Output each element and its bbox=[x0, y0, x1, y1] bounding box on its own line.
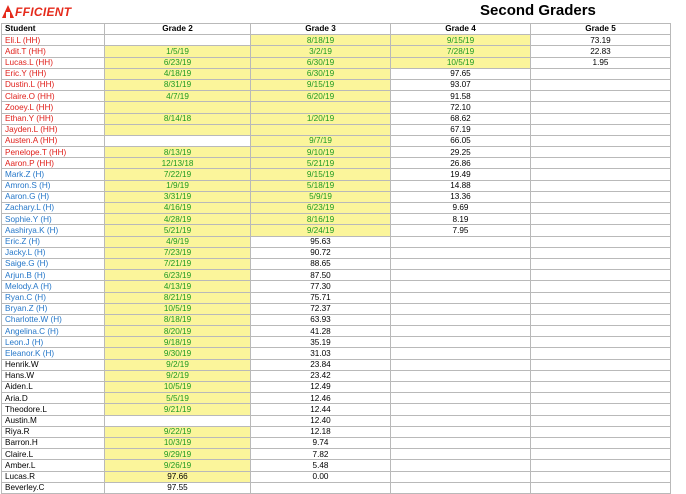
student-name-cell[interactable]: Aashirya.K (H) bbox=[2, 225, 105, 236]
grade-5-cell[interactable] bbox=[531, 471, 671, 482]
grade-4-cell[interactable]: 29.25 bbox=[391, 147, 531, 158]
student-name-cell[interactable]: Charlotte.W (H) bbox=[2, 314, 105, 325]
student-name-cell[interactable]: Adit.T (HH) bbox=[2, 46, 105, 57]
grade-2-cell[interactable]: 9/26/19 bbox=[105, 460, 251, 471]
grade-5-cell[interactable] bbox=[531, 437, 671, 448]
student-name-cell[interactable]: Dustin.L (HH) bbox=[2, 79, 105, 90]
student-name-cell[interactable]: Claire.O (HH) bbox=[2, 91, 105, 102]
grade-3-cell[interactable]: 12.40 bbox=[251, 415, 391, 426]
grade-5-cell[interactable] bbox=[531, 214, 671, 225]
grade-5-cell[interactable] bbox=[531, 415, 671, 426]
grade-3-cell[interactable]: 95.63 bbox=[251, 236, 391, 247]
grade-4-cell[interactable]: 93.07 bbox=[391, 79, 531, 90]
grade-5-cell[interactable]: 22.83 bbox=[531, 46, 671, 57]
grade-5-cell[interactable] bbox=[531, 303, 671, 314]
grade-5-cell[interactable] bbox=[531, 247, 671, 258]
grade-3-cell[interactable]: 9/10/19 bbox=[251, 147, 391, 158]
grade-4-cell[interactable] bbox=[391, 370, 531, 381]
grade-4-cell[interactable] bbox=[391, 337, 531, 348]
table-row[interactable] bbox=[2, 348, 671, 359]
grade-4-cell[interactable]: 97.65 bbox=[391, 68, 531, 79]
grade-4-cell[interactable]: 67.19 bbox=[391, 124, 531, 135]
student-name-cell[interactable]: Sophie.Y (H) bbox=[2, 214, 105, 225]
table-row[interactable] bbox=[2, 370, 671, 381]
grade-5-cell[interactable] bbox=[531, 91, 671, 102]
table-row[interactable] bbox=[2, 169, 671, 180]
table-row[interactable] bbox=[2, 57, 671, 68]
grade-2-cell[interactable]: 6/23/19 bbox=[105, 270, 251, 281]
table-row[interactable] bbox=[2, 236, 671, 247]
logo-a-icon bbox=[2, 5, 14, 19]
table-row[interactable] bbox=[2, 158, 671, 169]
grade-3-cell[interactable] bbox=[251, 482, 391, 493]
grade-5-cell[interactable] bbox=[531, 449, 671, 460]
grade-5-cell[interactable] bbox=[531, 258, 671, 269]
grade-3-cell[interactable]: 5/18/19 bbox=[251, 180, 391, 191]
grade-4-cell[interactable] bbox=[391, 482, 531, 493]
student-name-cell[interactable]: Jacky.L (H) bbox=[2, 247, 105, 258]
grade-2-cell[interactable]: 8/14/18 bbox=[105, 113, 251, 124]
student-name-cell[interactable]: Leon.J (H) bbox=[2, 337, 105, 348]
student-name-cell[interactable]: Hans.W bbox=[2, 370, 105, 381]
grade-4-cell[interactable] bbox=[391, 404, 531, 415]
grade-5-cell[interactable] bbox=[531, 102, 671, 113]
grade-3-cell[interactable]: 12.44 bbox=[251, 404, 391, 415]
grade-4-cell[interactable]: 14.88 bbox=[391, 180, 531, 191]
grade-2-cell[interactable] bbox=[105, 102, 251, 113]
grade-3-cell[interactable]: 90.72 bbox=[251, 247, 391, 258]
table-row[interactable] bbox=[2, 404, 671, 415]
grade-3-cell[interactable]: 75.71 bbox=[251, 292, 391, 303]
grade-2-cell[interactable]: 97.55 bbox=[105, 482, 251, 493]
grade-2-cell[interactable]: 1/9/19 bbox=[105, 180, 251, 191]
grade-4-cell[interactable] bbox=[391, 426, 531, 437]
grade-4-cell[interactable]: 72.10 bbox=[391, 102, 531, 113]
grade-4-cell[interactable] bbox=[391, 437, 531, 448]
student-name-cell[interactable]: Aiden.L bbox=[2, 382, 105, 393]
grade-4-cell[interactable] bbox=[391, 382, 531, 393]
grade-2-cell[interactable]: 97.66 bbox=[105, 471, 251, 482]
grade-5-cell[interactable] bbox=[531, 482, 671, 493]
table-row[interactable] bbox=[2, 326, 671, 337]
grade-2-cell[interactable]: 4/18/19 bbox=[105, 68, 251, 79]
grade-4-cell[interactable]: 10/5/19 bbox=[391, 57, 531, 68]
table-row[interactable] bbox=[2, 191, 671, 202]
student-name-cell[interactable]: Saige.G (H) bbox=[2, 258, 105, 269]
grade-3-cell[interactable]: 12.49 bbox=[251, 382, 391, 393]
student-name-cell[interactable]: Aria.D bbox=[2, 393, 105, 404]
table-row[interactable] bbox=[2, 314, 671, 325]
student-name-cell[interactable]: Austin.M bbox=[2, 415, 105, 426]
grade-5-cell[interactable] bbox=[531, 326, 671, 337]
grade-5-cell[interactable] bbox=[531, 426, 671, 437]
table-row[interactable] bbox=[2, 91, 671, 102]
grade-3-cell[interactable]: 6/30/19 bbox=[251, 68, 391, 79]
student-name-cell[interactable]: Ryan.C (H) bbox=[2, 292, 105, 303]
grade-2-cell[interactable]: 9/18/19 bbox=[105, 337, 251, 348]
grade-2-cell[interactable]: 8/21/19 bbox=[105, 292, 251, 303]
student-name-cell[interactable]: Mark.Z (H) bbox=[2, 169, 105, 180]
table-row[interactable] bbox=[2, 124, 671, 135]
column-header-student: Student bbox=[2, 24, 105, 35]
grade-5-cell[interactable] bbox=[531, 113, 671, 124]
grade-4-cell[interactable] bbox=[391, 460, 531, 471]
student-name-cell[interactable]: Zooey.L (HH) bbox=[2, 102, 105, 113]
grade-3-cell[interactable]: 9/15/19 bbox=[251, 169, 391, 180]
grade-3-cell[interactable]: 31.03 bbox=[251, 348, 391, 359]
student-name-cell[interactable]: Aaron.G (H) bbox=[2, 191, 105, 202]
table-row[interactable] bbox=[2, 270, 671, 281]
table-row[interactable] bbox=[2, 258, 671, 269]
grade-2-cell[interactable]: 3/31/19 bbox=[105, 191, 251, 202]
table-row[interactable] bbox=[2, 46, 671, 57]
grade-4-cell[interactable]: 91.58 bbox=[391, 91, 531, 102]
grade-4-cell[interactable] bbox=[391, 292, 531, 303]
table-body bbox=[2, 35, 671, 494]
grade-5-cell[interactable]: 73.19 bbox=[531, 35, 671, 46]
grade-3-cell[interactable]: 9/15/19 bbox=[251, 79, 391, 90]
grade-3-cell[interactable]: 23.42 bbox=[251, 370, 391, 381]
student-name-cell[interactable]: Zachary.L (H) bbox=[2, 203, 105, 214]
student-name-cell[interactable]: Angelina.C (H) bbox=[2, 326, 105, 337]
student-name-cell[interactable]: Claire.L bbox=[2, 449, 105, 460]
grade-4-cell[interactable] bbox=[391, 236, 531, 247]
grade-3-cell[interactable]: 5/9/19 bbox=[251, 191, 391, 202]
grade-3-cell[interactable]: 9/24/19 bbox=[251, 225, 391, 236]
table-row[interactable] bbox=[2, 102, 671, 113]
grade-3-cell[interactable]: 63.93 bbox=[251, 314, 391, 325]
student-name-cell[interactable]: Austen.A (HH) bbox=[2, 135, 105, 146]
grade-2-cell[interactable]: 7/21/19 bbox=[105, 258, 251, 269]
student-name-cell[interactable]: Riya.R bbox=[2, 426, 105, 437]
grade-3-cell[interactable]: 6/20/19 bbox=[251, 91, 391, 102]
grade-4-cell[interactable]: 68.62 bbox=[391, 113, 531, 124]
grade-2-cell[interactable]: 10/3/19 bbox=[105, 437, 251, 448]
grade-2-cell[interactable] bbox=[105, 124, 251, 135]
grade-2-cell[interactable]: 8/18/19 bbox=[105, 314, 251, 325]
table-row[interactable] bbox=[2, 303, 671, 314]
student-name-cell[interactable]: Eli.L (HH) bbox=[2, 35, 105, 46]
table-row[interactable] bbox=[2, 35, 671, 46]
grade-5-cell[interactable] bbox=[531, 191, 671, 202]
grade-5-cell[interactable] bbox=[531, 169, 671, 180]
grade-4-cell[interactable] bbox=[391, 326, 531, 337]
grade-2-cell[interactable]: 6/23/19 bbox=[105, 57, 251, 68]
grade-5-cell[interactable] bbox=[531, 460, 671, 471]
grade-3-cell[interactable]: 87.50 bbox=[251, 270, 391, 281]
grade-2-cell[interactable]: 8/31/19 bbox=[105, 79, 251, 90]
student-name-cell[interactable]: Penelope.T (HH) bbox=[2, 147, 105, 158]
grade-5-cell[interactable] bbox=[531, 382, 671, 393]
grade-3-cell[interactable]: 41.28 bbox=[251, 326, 391, 337]
grade-2-cell[interactable]: 7/23/19 bbox=[105, 247, 251, 258]
column-header-grade-4: Grade 4 bbox=[391, 24, 531, 35]
table-row[interactable] bbox=[2, 460, 671, 471]
grade-2-cell[interactable]: 5/21/19 bbox=[105, 225, 251, 236]
grade-4-cell[interactable] bbox=[391, 471, 531, 482]
grade-5-cell[interactable] bbox=[531, 124, 671, 135]
table-row[interactable] bbox=[2, 426, 671, 437]
table-row[interactable] bbox=[2, 449, 671, 460]
table-row[interactable] bbox=[2, 359, 671, 370]
student-name-cell[interactable]: Arjun.B (H) bbox=[2, 270, 105, 281]
grade-4-cell[interactable] bbox=[391, 449, 531, 460]
student-name-cell[interactable]: Amber.L bbox=[2, 460, 105, 471]
student-name-cell[interactable]: Bryan.Z (H) bbox=[2, 303, 105, 314]
grade-5-cell[interactable] bbox=[531, 68, 671, 79]
grade-4-cell[interactable] bbox=[391, 303, 531, 314]
grade-2-cell[interactable]: 4/9/19 bbox=[105, 236, 251, 247]
grade-3-cell[interactable]: 3/2/19 bbox=[251, 46, 391, 57]
table-row[interactable] bbox=[2, 225, 671, 236]
grade-5-cell[interactable] bbox=[531, 370, 671, 381]
grade-3-cell[interactable]: 72.37 bbox=[251, 303, 391, 314]
grade-4-cell[interactable] bbox=[391, 314, 531, 325]
column-header-grade-2: Grade 2 bbox=[105, 24, 251, 35]
column-header-grade-3: Grade 3 bbox=[251, 24, 391, 35]
grade-4-cell[interactable] bbox=[391, 281, 531, 292]
student-name-cell[interactable]: Eric.Y (HH) bbox=[2, 68, 105, 79]
grade-4-cell[interactable] bbox=[391, 348, 531, 359]
student-name-cell[interactable]: Theodore.L bbox=[2, 404, 105, 415]
table-row[interactable] bbox=[2, 180, 671, 191]
grade-3-cell[interactable]: 6/30/19 bbox=[251, 57, 391, 68]
grade-3-cell[interactable]: 0.00 bbox=[251, 471, 391, 482]
grade-4-cell[interactable] bbox=[391, 247, 531, 258]
grade-5-cell[interactable] bbox=[531, 225, 671, 236]
page-title: Second Graders bbox=[480, 2, 596, 19]
grade-5-cell[interactable] bbox=[531, 393, 671, 404]
table-row[interactable] bbox=[2, 482, 671, 493]
table-row[interactable] bbox=[2, 382, 671, 393]
table-row[interactable] bbox=[2, 135, 671, 146]
grade-2-cell[interactable]: 9/22/19 bbox=[105, 426, 251, 437]
table-row[interactable] bbox=[2, 437, 671, 448]
grade-2-cell[interactable]: 9/29/19 bbox=[105, 449, 251, 460]
grade-5-cell[interactable] bbox=[531, 292, 671, 303]
grade-3-cell[interactable]: 12.46 bbox=[251, 393, 391, 404]
table-row[interactable] bbox=[2, 113, 671, 124]
grade-5-cell[interactable] bbox=[531, 147, 671, 158]
table-row[interactable] bbox=[2, 68, 671, 79]
grade-2-cell[interactable]: 9/30/19 bbox=[105, 348, 251, 359]
grade-2-cell[interactable]: 1/5/19 bbox=[105, 46, 251, 57]
grade-2-cell[interactable] bbox=[105, 415, 251, 426]
grade-4-cell[interactable]: 66.05 bbox=[391, 135, 531, 146]
sheet-header bbox=[0, 0, 686, 22]
grade-2-cell[interactable] bbox=[105, 35, 251, 46]
table-row[interactable] bbox=[2, 79, 671, 90]
table-row[interactable] bbox=[2, 393, 671, 404]
grade-4-cell[interactable]: 8.19 bbox=[391, 214, 531, 225]
grade-2-cell[interactable]: 7/22/19 bbox=[105, 169, 251, 180]
grade-5-cell[interactable] bbox=[531, 236, 671, 247]
grade-2-cell[interactable]: 10/5/19 bbox=[105, 303, 251, 314]
grade-4-cell[interactable]: 7.95 bbox=[391, 225, 531, 236]
grade-5-cell[interactable] bbox=[531, 180, 671, 191]
grade-3-cell[interactable]: 23.84 bbox=[251, 359, 391, 370]
grade-2-cell[interactable]: 4/16/19 bbox=[105, 203, 251, 214]
table-row[interactable] bbox=[2, 292, 671, 303]
table-row[interactable] bbox=[2, 203, 671, 214]
grade-3-cell[interactable]: 5.48 bbox=[251, 460, 391, 471]
table-row[interactable] bbox=[2, 337, 671, 348]
table-row[interactable] bbox=[2, 147, 671, 158]
grade-3-cell[interactable]: 8/16/19 bbox=[251, 214, 391, 225]
grade-3-cell[interactable]: 88.65 bbox=[251, 258, 391, 269]
grade-3-cell[interactable]: 6/23/19 bbox=[251, 203, 391, 214]
grade-4-cell[interactable]: 19.49 bbox=[391, 169, 531, 180]
grade-2-cell[interactable]: 10/5/19 bbox=[105, 382, 251, 393]
student-name-cell[interactable]: Ethan.Y (HH) bbox=[2, 113, 105, 124]
grade-5-cell[interactable] bbox=[531, 203, 671, 214]
student-name-cell[interactable]: Amron.S (H) bbox=[2, 180, 105, 191]
grade-2-cell[interactable]: 9/2/19 bbox=[105, 370, 251, 381]
grade-5-cell[interactable] bbox=[531, 359, 671, 370]
grade-4-cell[interactable]: 26.86 bbox=[391, 158, 531, 169]
table-row[interactable] bbox=[2, 281, 671, 292]
student-name-cell[interactable]: Eleanor.K (H) bbox=[2, 348, 105, 359]
table-row[interactable] bbox=[2, 247, 671, 258]
table-row[interactable] bbox=[2, 471, 671, 482]
student-name-cell[interactable]: Lucas.R bbox=[2, 471, 105, 482]
grade-4-cell[interactable] bbox=[391, 270, 531, 281]
grade-2-cell[interactable]: 9/2/19 bbox=[105, 359, 251, 370]
student-name-cell[interactable]: Melody.A (H) bbox=[2, 281, 105, 292]
student-name-cell[interactable]: Jayden.L (HH) bbox=[2, 124, 105, 135]
grade-3-cell[interactable]: 9/7/19 bbox=[251, 135, 391, 146]
table-row[interactable] bbox=[2, 415, 671, 426]
logo-text: FFICIENT bbox=[15, 5, 72, 19]
grade-2-cell[interactable]: 8/20/19 bbox=[105, 326, 251, 337]
grade-2-cell[interactable]: 9/21/19 bbox=[105, 404, 251, 415]
grade-2-cell[interactable]: 5/5/19 bbox=[105, 393, 251, 404]
grade-5-cell[interactable] bbox=[531, 270, 671, 281]
grade-2-cell[interactable]: 4/13/19 bbox=[105, 281, 251, 292]
grade-4-cell[interactable]: 7/28/19 bbox=[391, 46, 531, 57]
grade-5-cell[interactable] bbox=[531, 314, 671, 325]
student-name-cell[interactable]: Eric.Z (H) bbox=[2, 236, 105, 247]
grade-3-cell[interactable]: 12.18 bbox=[251, 426, 391, 437]
grade-4-cell[interactable] bbox=[391, 393, 531, 404]
grade-2-cell[interactable] bbox=[105, 135, 251, 146]
grade-4-cell[interactable] bbox=[391, 359, 531, 370]
grade-3-cell[interactable]: 35.19 bbox=[251, 337, 391, 348]
grade-4-cell[interactable] bbox=[391, 415, 531, 426]
grade-5-cell[interactable] bbox=[531, 337, 671, 348]
grade-3-cell[interactable]: 5/21/19 bbox=[251, 158, 391, 169]
student-name-cell[interactable]: Henrik.W bbox=[2, 359, 105, 370]
grades-table bbox=[1, 23, 671, 494]
grade-2-cell[interactable]: 8/13/19 bbox=[105, 147, 251, 158]
grade-4-cell[interactable]: 9.69 bbox=[391, 203, 531, 214]
grade-2-cell[interactable]: 4/28/19 bbox=[105, 214, 251, 225]
grade-5-cell[interactable] bbox=[531, 404, 671, 415]
grade-3-cell[interactable] bbox=[251, 102, 391, 113]
table-header-row bbox=[2, 24, 671, 35]
grade-5-cell[interactable]: 1.95 bbox=[531, 57, 671, 68]
grade-3-cell[interactable]: 1/20/19 bbox=[251, 113, 391, 124]
student-name-cell[interactable]: Barron.H bbox=[2, 437, 105, 448]
company-logo bbox=[2, 4, 71, 20]
grade-4-cell[interactable]: 9/15/19 bbox=[391, 35, 531, 46]
grade-5-cell[interactable] bbox=[531, 79, 671, 90]
grade-3-cell[interactable]: 8/18/19 bbox=[251, 35, 391, 46]
student-name-cell[interactable]: Beverley.C bbox=[2, 482, 105, 493]
grade-5-cell[interactable] bbox=[531, 135, 671, 146]
grade-4-cell[interactable]: 13.36 bbox=[391, 191, 531, 202]
grade-4-cell[interactable] bbox=[391, 258, 531, 269]
student-name-cell[interactable]: Aaron.P (HH) bbox=[2, 158, 105, 169]
grade-3-cell[interactable] bbox=[251, 124, 391, 135]
grade-3-cell[interactable]: 7.82 bbox=[251, 449, 391, 460]
grade-3-cell[interactable]: 9.74 bbox=[251, 437, 391, 448]
grade-5-cell[interactable] bbox=[531, 281, 671, 292]
grade-2-cell[interactable]: 4/7/19 bbox=[105, 91, 251, 102]
grade-2-cell[interactable]: 12/13/18 bbox=[105, 158, 251, 169]
table-row[interactable] bbox=[2, 214, 671, 225]
student-name-cell[interactable]: Lucas.L (HH) bbox=[2, 57, 105, 68]
grade-3-cell[interactable]: 77.30 bbox=[251, 281, 391, 292]
column-header-grade-5: Grade 5 bbox=[531, 24, 671, 35]
grade-5-cell[interactable] bbox=[531, 158, 671, 169]
grade-5-cell[interactable] bbox=[531, 348, 671, 359]
